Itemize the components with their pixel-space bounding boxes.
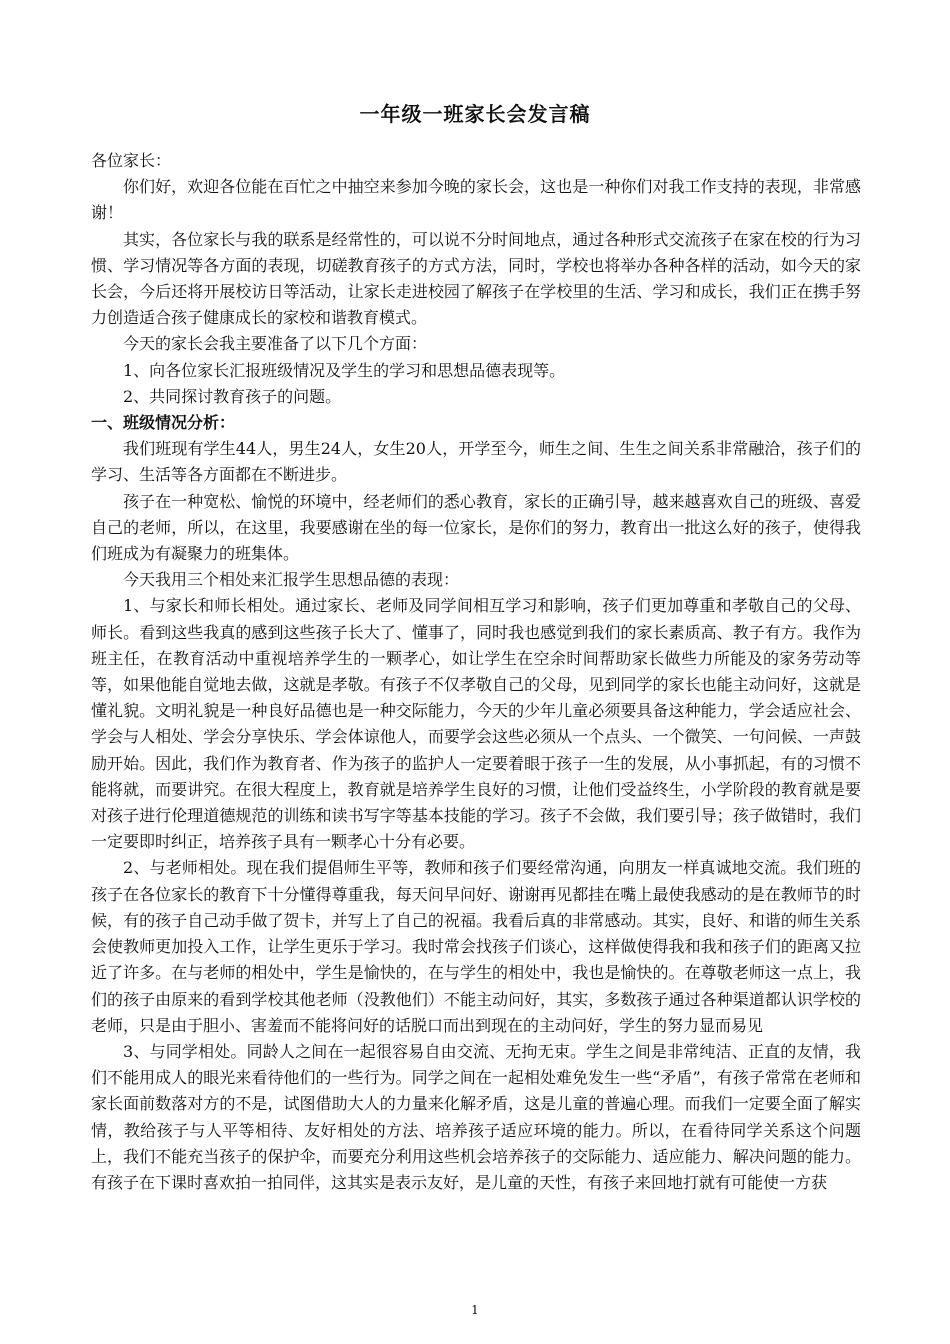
paragraph: 其实，各位家长与我的联系是经常性的，可以说不分时间地点，通过各种形式交流孩子在家在校的行为习惯、学习情况等各方面的表现，切磋教育孩子的方式方法，同时，学校也将举办各种各样的活动，如今天的家长会，今后还将开展校访日等活动，让家长走进校园了解孩子在学校里的生活、学习和成长，我们正在携手努力创造适合孩子健康成长的家校和谐教育模式。 <box>91 229 861 328</box>
page-number: 1 <box>471 1303 479 1317</box>
paragraph: 你们好，欢迎各位能在百忙之中抽空来参加今晚的家长会，这也是一种你们对我工作支持的表现，非常感谢！ <box>91 177 861 223</box>
paragraph: 2、与老师相处。现在我们提倡师生平等，教师和孩子们要经常沟通，向朋友一样真诚地交流。我们班的孩子在各位家长的教育下十分懂得尊重我，每天问早问好、谢谢再见都挂在嘴上最使我感动的是在教师节的时候，有的孩子自己动手做了贺卡，并写上了自己的祝福。我看后真的非常感动。其实，良好、和谐的师生关系会使教师更加投入工作，让学生更乐于学习。我时常会找孩子们谈心，这样做使得我和我和孩子们的距离又拉近了许多。在与老师的相处中，学生是愉快的，在与学生的相处中，我也是愉快的。在尊敬老师这一点上，我们的孩子由原来的看到学校其他老师（没教他们）不能主动问好，其实，多数孩子通过各种渠道都认识学校的老师，只是由于胆小、害羞而不能将问好的话脱口而出到现在的主动问好，学生的努力显而易见 <box>91 858 861 1035</box>
paragraph: 今天的家长会我主要准备了以下几个方面： <box>123 334 428 354</box>
section-heading: 一、班级情况分析： <box>91 413 236 433</box>
list-item: 2、共同探讨教育孩子的问题。 <box>123 386 342 406</box>
paragraph: 我们班现有学生44人，男生24人，女生20人，开学至今，师生之间、生生之间关系非常融洽，孩子们的学习、生活等各方面都在不断进步。 <box>91 439 861 485</box>
document-body <box>91 148 861 1196</box>
paragraph: 3、与同学相处。同龄人之间在一起很容易自由交流、无拘无束。学生之间是非常纯洁、正直的友情，我们不能用成人的眼光来看待他们的一些行为。同学之间在一起相处难免发生一些“矛盾”，有孩子常常在老师和家长面前数落对方的不是，试图借助大人的力量来化解矛盾，这是儿童的普遍心理。而我们一定要全面了解实情，教给孩子与人平等相待、友好相处的方法、培养孩子适应环境的能力。所以，在看待同学关系这个问题上，我们不能充当孩子的保护伞，而要充分利用这些机会培养孩子的交际能力、适应能力、解决问题的能力。有孩子在下课时喜欢拍一拍同伴，这其实是表示友好，是儿童的天性，有孩子来回地打就有可能使一方获 <box>91 1041 861 1192</box>
salutation: 各位家长： <box>91 151 172 170</box>
paragraph: 今天我用三个相处来汇报学生思想品德的表现： <box>123 570 460 590</box>
document-title: 一年级一班家长会发言稿 <box>359 102 591 126</box>
paragraph: 1、与家长和师长相处。通过家长、老师及同学间相互学习和影响，孩子们更加尊重和孝敬自己的父母、师长。看到这些我真的感到这些孩子长大了、懂事了，同时我也感觉到我们的家长素质高、教子有方。我作为班主任，在教育活动中重视培养学生的一颗孝心，如让学生在空余时间帮助家长做些力所能及的家务劳动等等，如果他能自觉地去做，这就是孝敬。有孩子不仅孝敬自己的父母，见到同学的家长也能主动问好，这就是懂礼貌。文明礼貌是一种良好品德也是一种交际能力，今天的少年儿童必须要具备这种能力，学会适应社会、学会与人相处、学会分享快乐、学会体谅他人，而要学会这些必须从一个点头、一个微笑、一句问候、一声鼓励开始。因此，我们作为教育者、作为孩子的监护人一定要着眼于孩子一生的发展，从小事抓起，有的习惯不能将就，而要讲究。在很大程度上，教育就是培养学生良好的习惯，让他们受益终生，小学阶段的教育就是要对孩子进行伦理道德规范的训练和读书写字等基本技能的学习。孩子不会做，我们要引导；孩子做错时，我们一定要即时纠正，培养孩子具有一颗孝心十分有必要。 <box>91 596 861 852</box>
list-item: 1、向各位家长汇报班级情况及学生的学习和思想品德表现等。 <box>123 360 566 380</box>
paragraph: 孩子在一种宽松、愉悦的环境中，经老师们的悉心教育，家长的正确引导，越来越喜欢自己的班级、喜爱自己的老师，所以，在这里，我要感谢在坐的每一位家长，是你们的努力，教育出一批这么好的孩子，使得我们班成为有凝聚力的班集体。 <box>91 491 861 564</box>
